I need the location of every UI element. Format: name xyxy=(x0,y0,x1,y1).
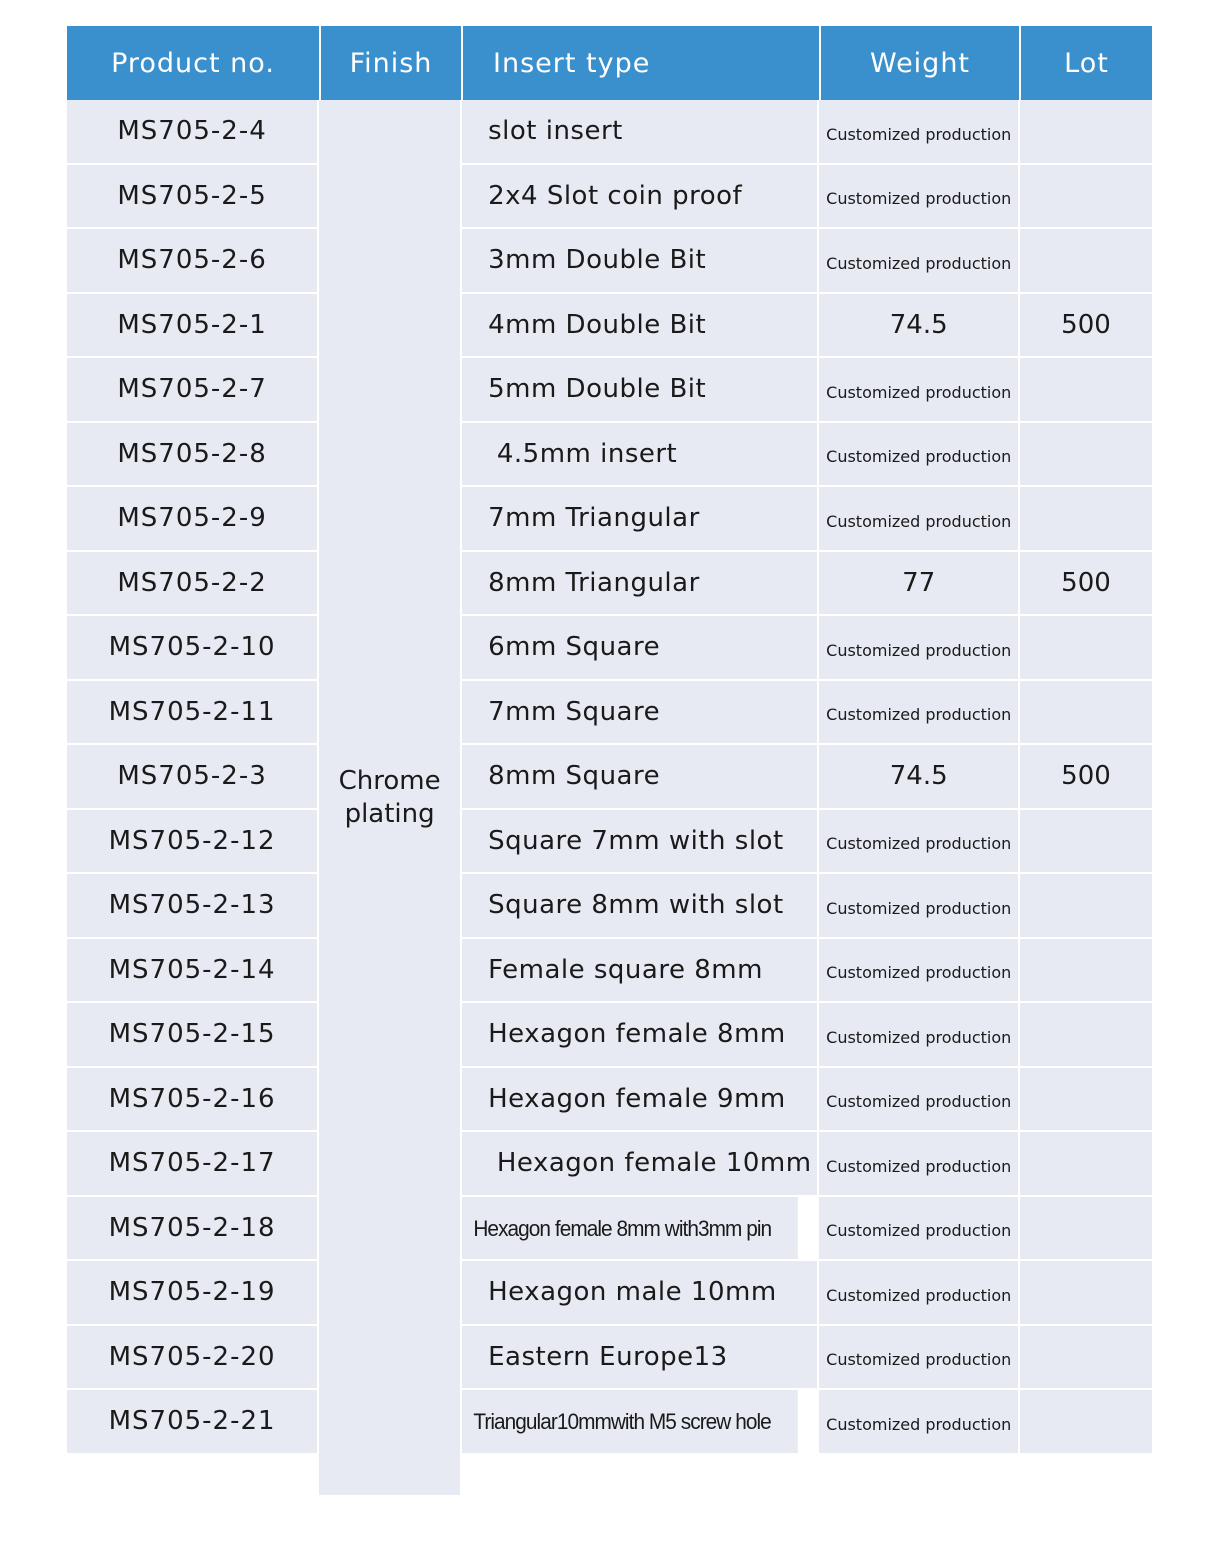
weight-value: 74.5 xyxy=(889,761,948,792)
insert-type-cell: Square 8mm with slot xyxy=(462,874,817,939)
lot-cell xyxy=(1020,1390,1152,1455)
insert-type-cell: 5mm Double Bit xyxy=(462,358,817,423)
insert-type-cell: 2x4 Slot coin proof xyxy=(462,165,817,230)
product-no-cell: MS705-2-16 xyxy=(67,1068,317,1133)
product-no-cell: MS705-2-14 xyxy=(67,939,317,1004)
insert-type-cell: Hexagon female 9mm xyxy=(462,1068,817,1133)
lot-cell: 500 xyxy=(1020,552,1152,617)
lot-cell xyxy=(1020,423,1152,488)
weight-value: Customized production xyxy=(826,1156,1012,1176)
insert-type-cell: 4.5mm insert xyxy=(462,423,817,488)
weight-cell xyxy=(819,810,1018,875)
weight-cell xyxy=(819,552,1018,617)
lot-cell xyxy=(1020,810,1152,875)
table-header xyxy=(67,26,1152,100)
header-insert-type: Insert type xyxy=(461,26,819,100)
weight-value: Customized production xyxy=(826,1414,1012,1434)
insert-type-cell: Hexagon female 10mm xyxy=(462,1132,817,1197)
product-no-cell: MS705-2-8 xyxy=(67,423,317,488)
finish-column xyxy=(317,100,460,1495)
insert-type-cell: Female square 8mm xyxy=(462,939,817,1004)
lot-cell xyxy=(1020,616,1152,681)
weight-cell xyxy=(819,487,1018,552)
lot-cell xyxy=(1020,1197,1152,1262)
lot-cell xyxy=(1020,874,1152,939)
weight-value: Customized production xyxy=(826,1027,1012,1047)
weight-value: Customized production xyxy=(826,834,1012,854)
weight-cell xyxy=(819,939,1018,1004)
insert-type-cell: Hexagon male 10mm xyxy=(462,1261,817,1326)
header-finish: Finish xyxy=(319,26,461,100)
weight-cell xyxy=(819,1197,1018,1262)
header-weight: Weight xyxy=(819,26,1019,100)
weight-value: Customized production xyxy=(826,1350,1012,1370)
weight-cell xyxy=(819,1003,1018,1068)
product-no-cell: MS705-2-1 xyxy=(67,294,317,359)
weight-value: Customized production xyxy=(826,640,1012,660)
lot-column xyxy=(1018,100,1152,1495)
weight-value: Customized production xyxy=(826,124,1012,144)
lot-cell xyxy=(1020,1261,1152,1326)
insert-type-cell: slot insert xyxy=(462,100,817,165)
weight-value: Customized production xyxy=(826,511,1012,531)
insert-type-cell: 8mm Square xyxy=(462,745,817,810)
product-no-column xyxy=(67,100,317,1495)
weight-cell xyxy=(819,1390,1018,1455)
product-no-cell: MS705-2-11 xyxy=(67,681,317,746)
product-no-cell: MS705-2-3 xyxy=(67,745,317,810)
weight-value: Customized production xyxy=(826,382,1012,402)
lot-cell xyxy=(1020,939,1152,1004)
weight-value: 77 xyxy=(902,567,936,598)
insert-type-cell: 4mm Double Bit xyxy=(462,294,817,359)
lot-cell xyxy=(1020,165,1152,230)
weight-cell xyxy=(819,1326,1018,1391)
insert-type-column xyxy=(460,100,817,1495)
weight-cell xyxy=(819,165,1018,230)
lot-cell: 500 xyxy=(1020,745,1152,810)
weight-cell xyxy=(819,616,1018,681)
weight-cell xyxy=(819,100,1018,165)
insert-type-cell: Square 7mm with slot xyxy=(462,810,817,875)
weight-cell xyxy=(819,1261,1018,1326)
weight-value: Customized production xyxy=(826,705,1012,725)
header-lot: Lot xyxy=(1019,26,1152,100)
product-no-cell: MS705-2-15 xyxy=(67,1003,317,1068)
product-no-cell: MS705-2-5 xyxy=(67,165,317,230)
product-no-cell: MS705-2-21 xyxy=(67,1390,317,1455)
insert-type-cell: 8mm Triangular xyxy=(462,552,817,617)
weight-value: Customized production xyxy=(826,189,1012,209)
weight-value: Customized production xyxy=(826,963,1012,983)
product-table xyxy=(67,26,1152,1495)
weight-value: Customized production xyxy=(826,1221,1012,1241)
lot-cell xyxy=(1020,681,1152,746)
finish-cell: Chrome plating xyxy=(319,100,460,1495)
lot-cell xyxy=(1020,1132,1152,1197)
lot-cell xyxy=(1020,487,1152,552)
product-no-cell: MS705-2-17 xyxy=(67,1132,317,1197)
weight-value: Customized production xyxy=(826,898,1012,918)
insert-type-cell: 3mm Double Bit xyxy=(462,229,817,294)
lot-cell xyxy=(1020,229,1152,294)
product-no-cell: MS705-2-10 xyxy=(67,616,317,681)
weight-cell xyxy=(819,874,1018,939)
weight-cell xyxy=(819,294,1018,359)
weight-cell xyxy=(819,358,1018,423)
product-no-cell: MS705-2-4 xyxy=(67,100,317,165)
insert-type-cell: 7mm Square xyxy=(462,681,817,746)
lot-cell xyxy=(1020,1326,1152,1391)
product-no-cell: MS705-2-20 xyxy=(67,1326,317,1391)
weight-value: Customized production xyxy=(826,447,1012,467)
weight-cell xyxy=(819,681,1018,746)
weight-value: Customized production xyxy=(826,1285,1012,1305)
lot-cell xyxy=(1020,1068,1152,1133)
insert-type-cell: Triangular10mmwith M5 screw hole xyxy=(462,1390,798,1455)
insert-type-cell: Hexagon female 8mm xyxy=(462,1003,817,1068)
weight-value: 74.5 xyxy=(889,309,948,340)
weight-value: Customized production xyxy=(826,1092,1012,1112)
insert-type-cell: Eastern Europe13 xyxy=(462,1326,817,1391)
lot-cell xyxy=(1020,358,1152,423)
weight-cell xyxy=(819,1132,1018,1197)
weight-value: Customized production xyxy=(826,253,1012,273)
weight-cell xyxy=(819,745,1018,810)
product-no-cell: MS705-2-9 xyxy=(67,487,317,552)
weight-column xyxy=(817,100,1018,1495)
insert-type-cell: 7mm Triangular xyxy=(462,487,817,552)
product-no-cell: MS705-2-7 xyxy=(67,358,317,423)
insert-type-cell: Hexagon female 8mm with3mm pin xyxy=(462,1197,798,1262)
weight-cell xyxy=(819,1068,1018,1133)
lot-cell xyxy=(1020,100,1152,165)
product-no-cell: MS705-2-18 xyxy=(67,1197,317,1262)
product-no-cell: MS705-2-13 xyxy=(67,874,317,939)
weight-cell xyxy=(819,229,1018,294)
table-body xyxy=(67,100,1152,1495)
lot-cell: 500 xyxy=(1020,294,1152,359)
lot-cell xyxy=(1020,1003,1152,1068)
product-no-cell: MS705-2-19 xyxy=(67,1261,317,1326)
header-product-no: Product no. xyxy=(111,47,275,79)
product-no-cell: MS705-2-6 xyxy=(67,229,317,294)
insert-type-cell: 6mm Square xyxy=(462,616,817,681)
product-no-cell: MS705-2-12 xyxy=(67,810,317,875)
product-no-cell: MS705-2-2 xyxy=(67,552,317,617)
weight-cell xyxy=(819,423,1018,488)
